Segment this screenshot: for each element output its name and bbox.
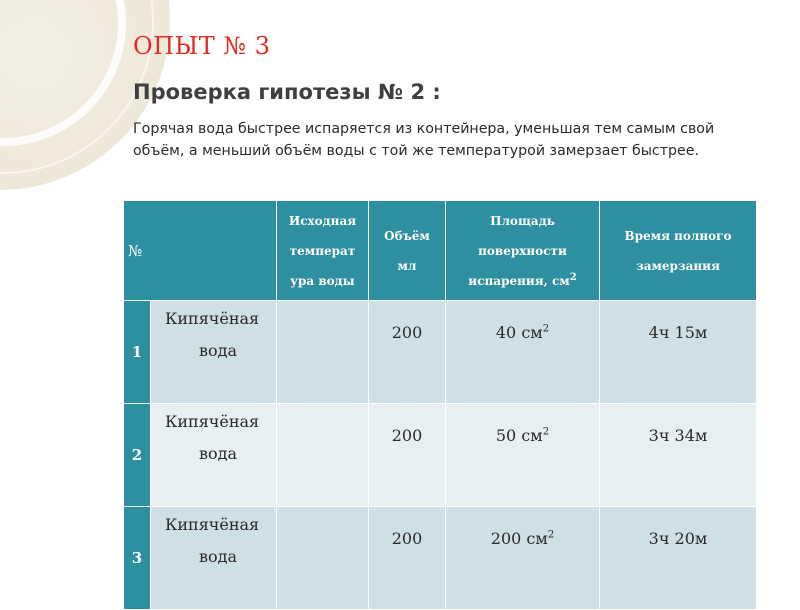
table-row <box>124 507 757 610</box>
header-area-line2: поверхности <box>478 243 567 258</box>
header-area-line1: Площадь <box>490 213 555 228</box>
row-name <box>151 301 277 404</box>
row-area <box>446 301 600 404</box>
header-temperature-line3: ура воды <box>290 273 355 288</box>
hypothesis-text: Горячая вода быстрее испаряется из контейнера, уменьшая тем самым свой объём, а меньший объём воды с той же температурой замерзает быстрее. <box>133 121 715 159</box>
row-time: 4ч 15м <box>600 301 757 404</box>
row-name-line2: вода <box>199 547 238 566</box>
row-area-sup: 2 <box>542 426 550 438</box>
row-time: 3ч 20м <box>600 507 757 610</box>
header-area-line3 <box>446 266 599 296</box>
row-area-value: 50 см <box>495 426 543 445</box>
row-temperature <box>277 507 369 610</box>
row-name <box>151 404 277 507</box>
header-area <box>446 201 600 301</box>
row-index: 2 <box>124 404 151 507</box>
row-volume: 200 <box>369 301 446 404</box>
row-name-line2: вода <box>199 341 238 360</box>
row-name-line1: Кипячёная <box>165 412 260 431</box>
header-area-unit: испарения, см <box>468 273 570 288</box>
row-area-sup: 2 <box>542 323 550 335</box>
row-area-sup: 2 <box>547 529 555 541</box>
row-index: 3 <box>124 507 151 610</box>
row-name-line2: вода <box>199 444 238 463</box>
experiment-table <box>123 200 757 610</box>
row-volume: 200 <box>369 404 446 507</box>
header-volume <box>369 201 446 301</box>
row-area <box>446 404 600 507</box>
slide-subtitle: Проверка гипотезы № 2 : <box>133 80 441 104</box>
row-time: 3ч 34м <box>600 404 757 507</box>
header-volume-line1: Объём <box>384 228 430 243</box>
row-temperature <box>277 301 369 404</box>
row-name <box>151 507 277 610</box>
table-row <box>124 301 757 404</box>
row-name-line1: Кипячёная <box>165 309 260 328</box>
header-time-line1: Время полного <box>624 228 732 243</box>
row-temperature <box>277 404 369 507</box>
row-area-value: 40 см <box>495 323 543 342</box>
header-temperature-line1: Исходная <box>288 213 357 228</box>
header-area-sup: 2 <box>569 271 577 283</box>
header-time <box>600 201 757 301</box>
row-area-value: 200 см <box>490 529 548 548</box>
header-volume-line2: мл <box>397 258 417 273</box>
header-num: № <box>124 201 277 301</box>
header-time-line2: замерзания <box>636 258 720 273</box>
header-temperature-line2: температ <box>289 243 356 258</box>
table-header-row <box>124 201 757 301</box>
table-row <box>124 404 757 507</box>
row-name-line1: Кипячёная <box>165 515 260 534</box>
row-area <box>446 507 600 610</box>
slide-title: ОПЫТ № 3 <box>133 32 271 60</box>
row-volume: 200 <box>369 507 446 610</box>
row-index: 1 <box>124 301 151 404</box>
header-temperature <box>277 201 369 301</box>
